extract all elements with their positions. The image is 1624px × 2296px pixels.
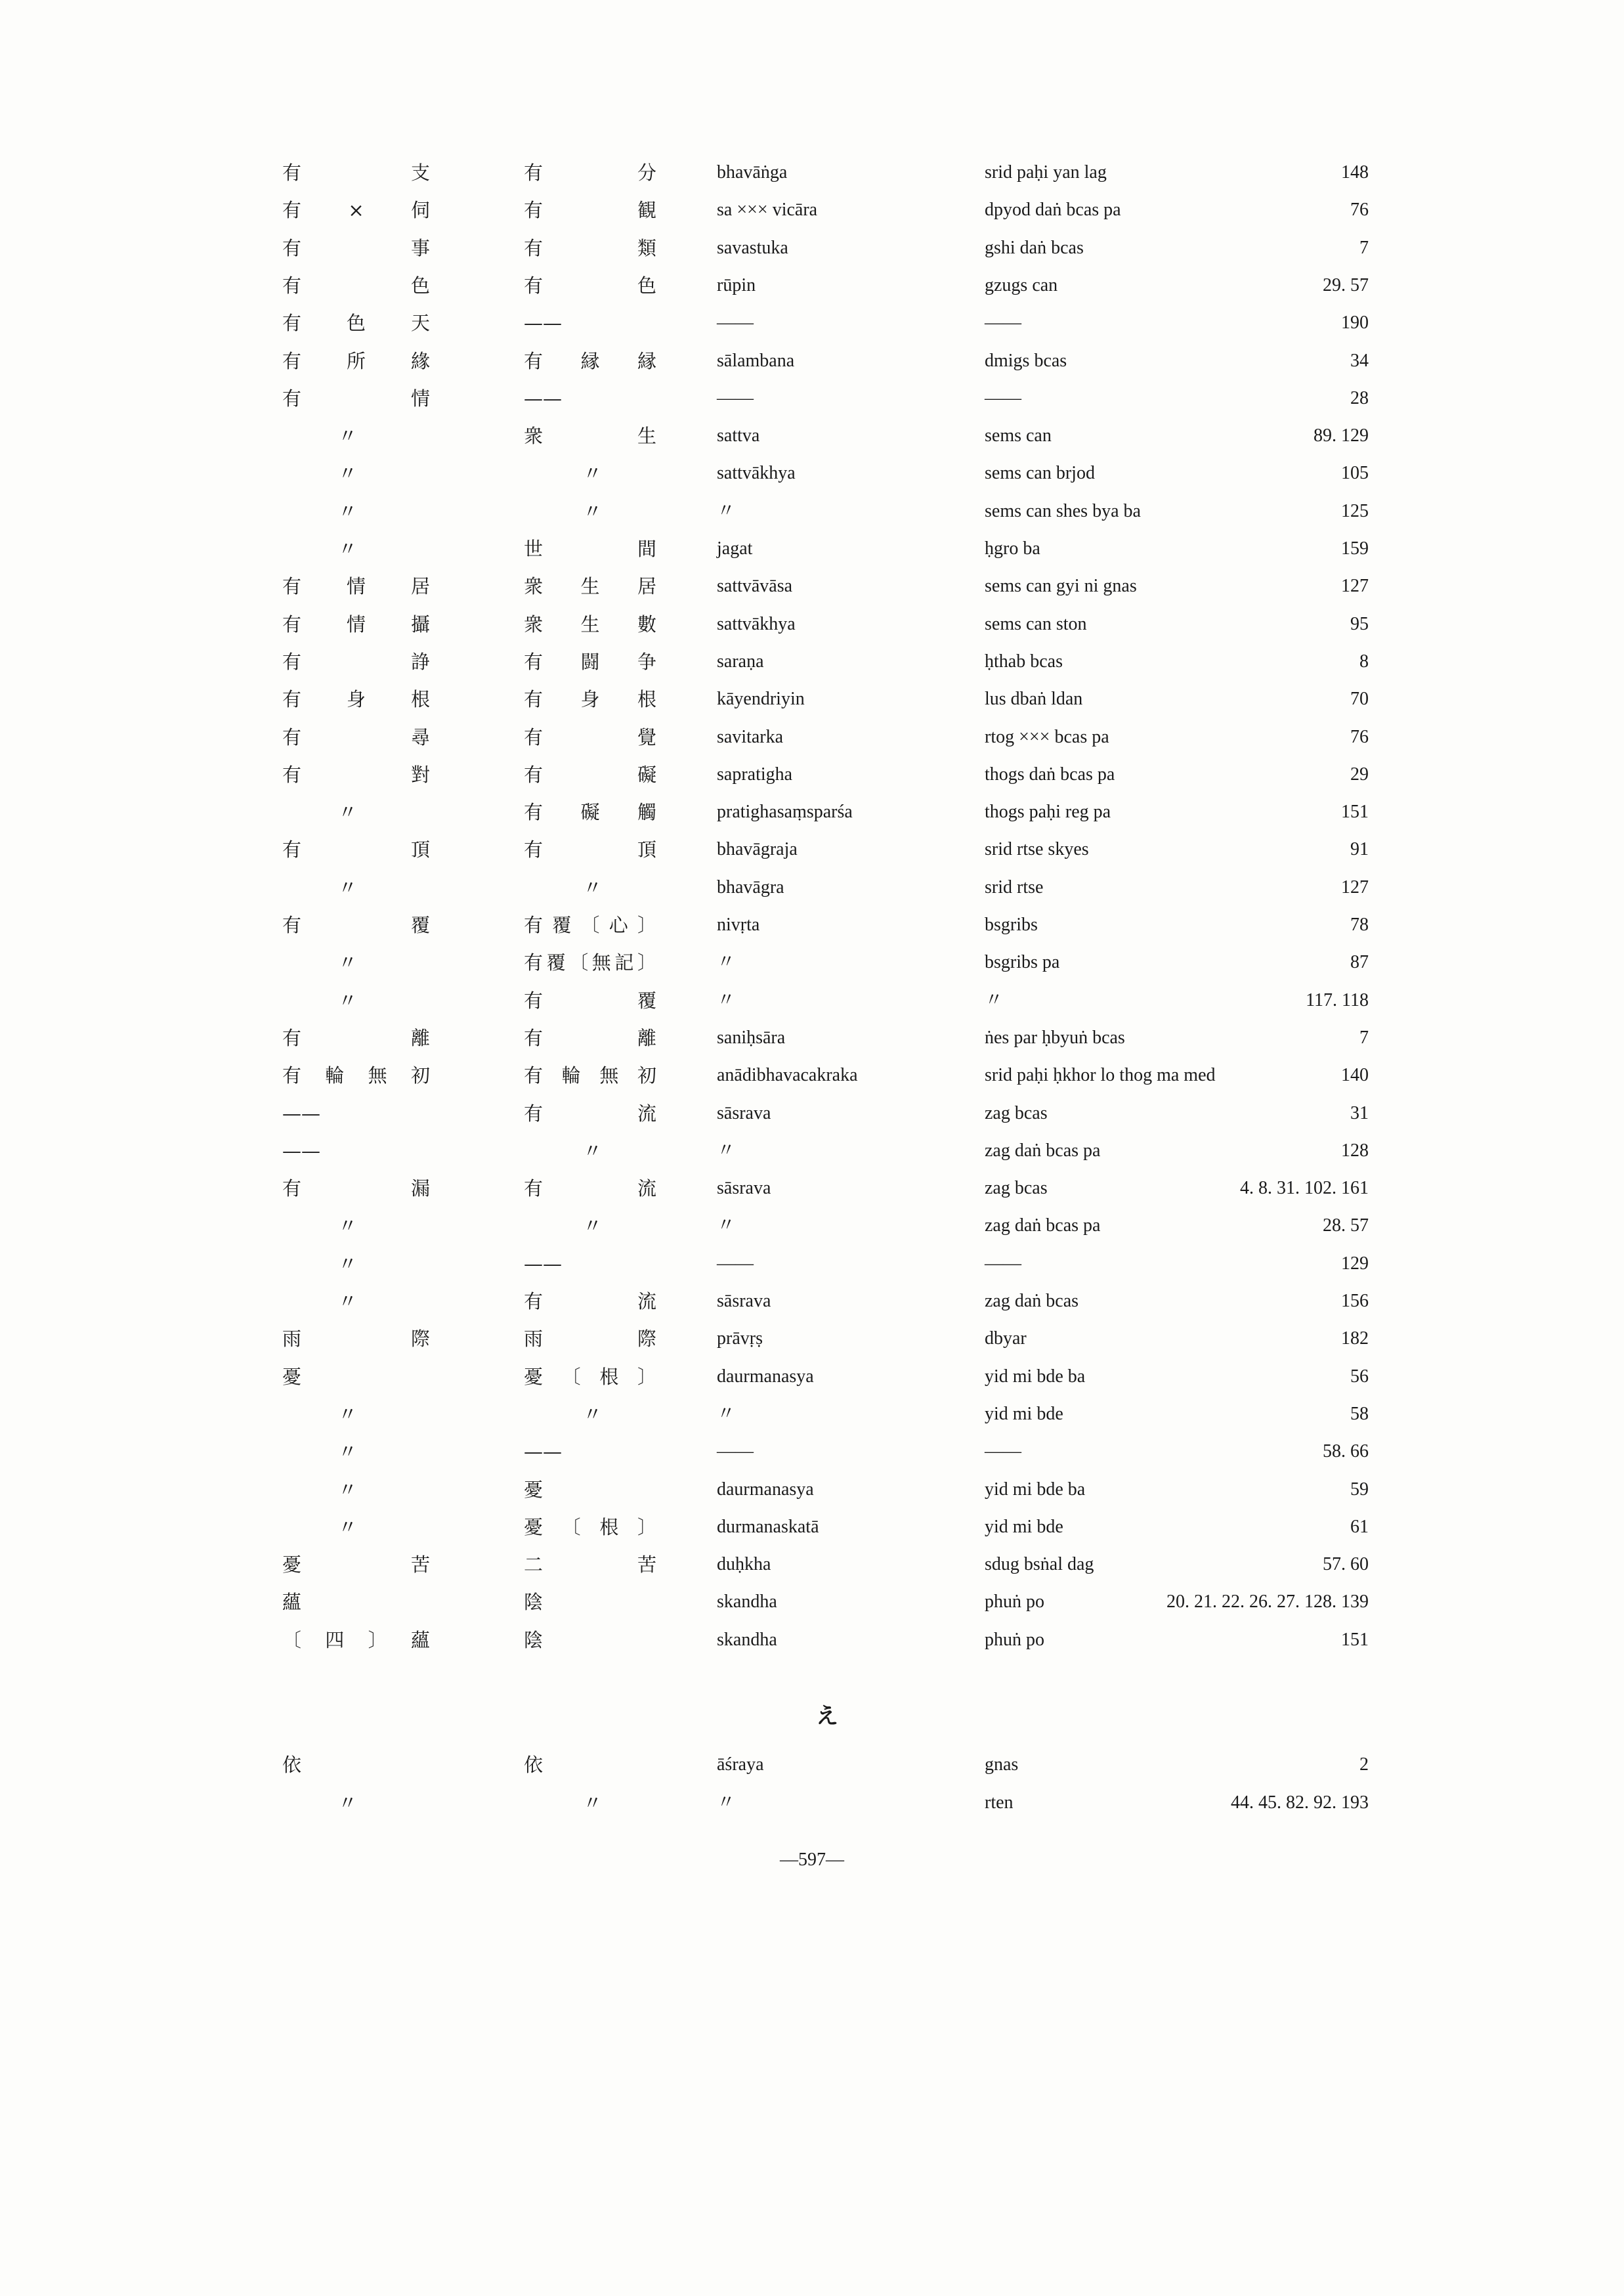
section-heading: え xyxy=(816,1703,838,1729)
chinese-term: 有離 xyxy=(524,1026,656,1049)
page-references: 78 xyxy=(1350,915,1369,935)
tibetan-term: zag daṅ bcas pa xyxy=(985,1215,1101,1236)
japanese-term: 有頂 xyxy=(282,838,430,861)
sanskrit-term: pratighasaṃsparśa xyxy=(717,802,853,823)
page-references: 156 xyxy=(1341,1291,1369,1311)
tibetan-term: zag bcas xyxy=(985,1178,1048,1199)
japanese-term: 有色天 xyxy=(282,312,430,335)
page-references: 70 xyxy=(1350,689,1369,710)
japanese-term: 〃 xyxy=(338,951,358,974)
page-references: 8 xyxy=(1359,651,1369,672)
tibetan-term: sems can shes bya ba xyxy=(985,500,1141,521)
tibetan-term: —— xyxy=(985,313,1021,334)
sanskrit-term: —— xyxy=(717,387,754,408)
chinese-term: 〃 xyxy=(583,462,603,485)
index-entry xyxy=(0,907,1624,943)
sanskrit-term: savitarka xyxy=(717,726,784,747)
japanese-term: 〃 xyxy=(338,1478,358,1501)
tibetan-term: srid rtse xyxy=(985,877,1044,898)
index-entry xyxy=(0,1785,1624,1821)
sanskrit-term: duḥkha xyxy=(717,1554,771,1575)
index-entry xyxy=(0,1170,1624,1207)
page-references: 2 xyxy=(1359,1754,1369,1775)
chinese-term: 衆生 xyxy=(524,425,656,448)
sanskrit-term: nivṛta xyxy=(717,915,760,935)
index-entry xyxy=(0,1358,1624,1395)
sanskrit-term: anādibhavacakraka xyxy=(717,1065,858,1086)
chinese-term: 陰 xyxy=(524,1628,544,1651)
chinese-term: 依 xyxy=(524,1754,544,1776)
sanskrit-term: sālambana xyxy=(717,350,795,371)
index-entry xyxy=(0,681,1624,718)
sanskrit-term: jagat xyxy=(717,538,753,559)
japanese-term: 〃 xyxy=(338,1515,358,1538)
japanese-term: 〃 xyxy=(338,538,358,560)
sanskrit-term: saraṇa xyxy=(717,651,764,672)
page-references: 127 xyxy=(1341,877,1369,898)
chinese-term: 有流 xyxy=(524,1102,656,1125)
page-references: 29 xyxy=(1350,764,1369,785)
sanskrit-term: —— xyxy=(717,1253,754,1274)
page-references: 140 xyxy=(1341,1065,1369,1086)
japanese-term: —— xyxy=(282,1139,320,1162)
sanskrit-term: prāvṛṣ xyxy=(717,1328,763,1349)
sanskrit-term: 〃 xyxy=(717,952,736,973)
chinese-term: 有礙 xyxy=(524,763,656,786)
page-references: 95 xyxy=(1350,613,1369,634)
japanese-term: 依 xyxy=(282,1754,302,1776)
index-entry xyxy=(0,1207,1624,1244)
japanese-term: 有支 xyxy=(282,162,430,184)
chinese-term: 有礙觸 xyxy=(524,801,656,824)
page-references: 76 xyxy=(1350,200,1369,221)
page-references: 58 xyxy=(1350,1403,1369,1424)
chinese-term: 有流 xyxy=(524,1290,656,1312)
japanese-term: 〃 xyxy=(338,989,358,1012)
page-references: 89. 129 xyxy=(1314,425,1369,446)
page-references: 125 xyxy=(1341,500,1369,521)
japanese-term: 〃 xyxy=(338,1215,358,1238)
japanese-term: 有情攝 xyxy=(282,613,430,636)
index-entry xyxy=(0,493,1624,530)
index-entry xyxy=(0,1057,1624,1094)
japanese-term: 〃 xyxy=(338,801,358,824)
sanskrit-term: 〃 xyxy=(717,1403,736,1424)
tibetan-term: phuṅ po xyxy=(985,1592,1044,1613)
page-references: 91 xyxy=(1350,839,1369,860)
index-entry xyxy=(0,831,1624,868)
page-references: 7 xyxy=(1359,1027,1369,1048)
tibetan-term: phuṅ po xyxy=(985,1629,1044,1650)
index-entry xyxy=(0,305,1624,341)
index-entry xyxy=(0,568,1624,605)
page-references: 20. 21. 22. 26. 27. 128. 139 xyxy=(1166,1592,1369,1613)
page-references: 87 xyxy=(1350,952,1369,973)
tibetan-term: ḥthab bcas xyxy=(985,651,1063,672)
index-entry xyxy=(0,719,1624,756)
chinese-term: —— xyxy=(524,312,562,335)
index-entry xyxy=(0,1133,1624,1169)
index-entry xyxy=(0,1396,1624,1433)
index-entry xyxy=(0,982,1624,1019)
tibetan-term: thogs paḥi reg pa xyxy=(985,802,1111,823)
sanskrit-term: skandha xyxy=(717,1592,777,1613)
tibetan-term: yid mi bde ba xyxy=(985,1479,1086,1500)
japanese-term: 蘊 xyxy=(282,1591,302,1614)
page-references: 159 xyxy=(1341,538,1369,559)
index-entry xyxy=(0,794,1624,831)
chinese-term: 有覆 xyxy=(524,989,656,1012)
page-references: 128 xyxy=(1341,1140,1369,1161)
chinese-term: —— xyxy=(524,1252,562,1275)
page-references: 34 xyxy=(1350,350,1369,371)
japanese-term: 有事 xyxy=(282,236,430,259)
index-entry xyxy=(0,1095,1624,1132)
japanese-term: 有覆 xyxy=(282,914,430,936)
index-entry xyxy=(0,606,1624,643)
chinese-term: 〃 xyxy=(583,1139,603,1162)
page-references: 31 xyxy=(1350,1102,1369,1123)
japanese-term: 有情居 xyxy=(282,575,430,598)
japanese-term: 有情 xyxy=(282,387,430,410)
index-entry xyxy=(0,1622,1624,1658)
sanskrit-term: rūpin xyxy=(717,274,756,295)
page-references: 59 xyxy=(1350,1479,1369,1500)
index-entry xyxy=(0,343,1624,379)
chinese-term: 〃 xyxy=(583,1402,603,1425)
index-entry xyxy=(0,1020,1624,1056)
index-entry xyxy=(0,1746,1624,1783)
tibetan-term: ḥgro ba xyxy=(985,538,1040,559)
sanskrit-term: 〃 xyxy=(717,1792,736,1813)
page-references: 182 xyxy=(1341,1328,1369,1349)
sanskrit-term: sapratigha xyxy=(717,764,793,785)
tibetan-term: 〃 xyxy=(985,989,1004,1010)
japanese-term: 〃 xyxy=(338,425,358,448)
sanskrit-term: bhavāgra xyxy=(717,877,784,898)
sanskrit-term: 〃 xyxy=(717,1140,736,1161)
page-references: 76 xyxy=(1350,726,1369,747)
chinese-term: 陰 xyxy=(524,1591,544,1614)
chinese-term: 有分 xyxy=(524,162,656,184)
tibetan-term: —— xyxy=(985,387,1021,408)
sanskrit-term: durmanaskatā xyxy=(717,1516,819,1537)
sanskrit-term: bhavāṅga xyxy=(717,162,788,183)
japanese-term: 有漏 xyxy=(282,1177,430,1200)
japanese-term: 有身根 xyxy=(282,688,430,711)
index-entry xyxy=(0,418,1624,454)
japanese-term: 〃 xyxy=(338,1290,358,1312)
japanese-term: 〃 xyxy=(338,1252,358,1275)
chinese-term: 有闘争 xyxy=(524,650,656,673)
page-references: 28 xyxy=(1350,387,1369,408)
chinese-term: 有縁縁 xyxy=(524,349,656,372)
page-number: —597— xyxy=(780,1850,844,1870)
sanskrit-term: daurmanasya xyxy=(717,1479,814,1500)
tibetan-term: srid paḥi ḥkhor lo thog ma med xyxy=(985,1065,1216,1086)
tibetan-term: sems can gyi ni gnas xyxy=(985,576,1137,597)
page-references: 7 xyxy=(1359,237,1369,258)
tibetan-term: zag bcas xyxy=(985,1102,1048,1123)
tibetan-term: sems can brjod xyxy=(985,463,1095,484)
sanskrit-term: sattvākhya xyxy=(717,613,796,634)
tibetan-term: sdug bsṅal dag xyxy=(985,1554,1094,1575)
index-entry xyxy=(0,455,1624,492)
chinese-term: 有頂 xyxy=(524,838,656,861)
sanskrit-term: savastuka xyxy=(717,237,788,258)
index-entry xyxy=(0,643,1624,680)
page-references: 44. 45. 82. 92. 193 xyxy=(1231,1792,1369,1813)
sanskrit-term: sāsrava xyxy=(717,1102,771,1123)
sanskrit-term: bhavāgraja xyxy=(717,839,798,860)
page-references: 151 xyxy=(1341,802,1369,823)
page-references: 61 xyxy=(1350,1516,1369,1537)
chinese-term: 世間 xyxy=(524,538,656,560)
sanskrit-term: sa ××× vicāra xyxy=(717,200,818,221)
page-references: 57. 60 xyxy=(1323,1554,1369,1575)
page-references: 117. 118 xyxy=(1306,989,1369,1010)
tibetan-term: bsgribs pa xyxy=(985,952,1060,973)
tibetan-term: srid rtse skyes xyxy=(985,839,1089,860)
index-entry xyxy=(0,267,1624,304)
japanese-term: 有離 xyxy=(282,1026,430,1049)
chinese-term: 有身根 xyxy=(524,688,656,711)
tibetan-term: ṅes par ḥbyuṅ bcas xyxy=(985,1027,1125,1048)
sanskrit-term: āśraya xyxy=(717,1754,764,1775)
japanese-term: 〃 xyxy=(338,1792,358,1814)
index-entry xyxy=(0,756,1624,793)
sanskrit-term: daurmanasya xyxy=(717,1366,814,1387)
tibetan-term: zag daṅ bcas xyxy=(985,1291,1079,1311)
page-references: 4. 8. 31. 102. 161 xyxy=(1240,1178,1369,1199)
tibetan-term: gshi daṅ bcas xyxy=(985,237,1084,258)
sanskrit-term: sattvākhya xyxy=(717,463,796,484)
index-entry xyxy=(0,1320,1624,1357)
chinese-term: 憂〔根〕 xyxy=(524,1365,656,1388)
sanskrit-term: sāsrava xyxy=(717,1178,771,1199)
sanskrit-term: skandha xyxy=(717,1629,777,1650)
index-entry xyxy=(0,192,1624,228)
page-references: 28. 57 xyxy=(1323,1215,1369,1236)
tibetan-term: rtog ××× bcas pa xyxy=(985,726,1109,747)
index-entry xyxy=(0,154,1624,191)
chinese-term: 有流 xyxy=(524,1177,656,1200)
tibetan-term: —— xyxy=(985,1441,1021,1462)
sanskrit-term: kāyendriyin xyxy=(717,689,805,710)
tibetan-term: gzugs can xyxy=(985,274,1058,295)
chinese-term: —— xyxy=(524,387,562,410)
index-entry xyxy=(0,944,1624,981)
tibetan-term: yid mi bde xyxy=(985,1403,1063,1424)
chinese-term: 有覆〔心〕 xyxy=(524,914,656,936)
chinese-term: 有類 xyxy=(524,236,656,259)
index-entry xyxy=(0,230,1624,267)
chinese-term: 雨際 xyxy=(524,1328,656,1351)
sanskrit-term: sattva xyxy=(717,425,760,446)
japanese-term: 〔四〕蘊 xyxy=(282,1628,430,1651)
sanskrit-term: —— xyxy=(717,1441,754,1462)
tibetan-term: yid mi bde ba xyxy=(985,1366,1086,1387)
page-references: 190 xyxy=(1341,313,1369,334)
tibetan-term: dbyar xyxy=(985,1328,1027,1349)
chinese-term: 有覆〔無記〕 xyxy=(524,951,656,974)
tibetan-term: gnas xyxy=(985,1754,1019,1775)
japanese-term: 有×伺 xyxy=(282,199,430,222)
japanese-term: 有所緣 xyxy=(282,349,430,372)
index-entry xyxy=(0,869,1624,906)
tibetan-term: dpyod daṅ bcas pa xyxy=(985,200,1121,221)
chinese-term: 有輪無初 xyxy=(524,1064,656,1087)
chinese-term: 憂 xyxy=(524,1478,544,1501)
japanese-term: 憂 xyxy=(282,1365,302,1388)
sanskrit-term: 〃 xyxy=(717,989,736,1010)
index-entry xyxy=(0,380,1624,417)
tibetan-term: srid paḥi yan lag xyxy=(985,162,1107,183)
page-references: 58. 66 xyxy=(1323,1441,1369,1462)
japanese-term: 有輪無初 xyxy=(282,1064,430,1087)
japanese-term: 〃 xyxy=(338,462,358,485)
chinese-term: 〃 xyxy=(583,1215,603,1238)
chinese-term: —— xyxy=(524,1440,562,1463)
chinese-term: 二苦 xyxy=(524,1553,656,1576)
page-references: 56 xyxy=(1350,1366,1369,1387)
tibetan-term: zag daṅ bcas pa xyxy=(985,1140,1101,1161)
page-references: 105 xyxy=(1341,463,1369,484)
japanese-term: 有色 xyxy=(282,274,430,297)
japanese-term: 有對 xyxy=(282,763,430,786)
japanese-term: 〃 xyxy=(338,500,358,523)
tibetan-term: rten xyxy=(985,1792,1014,1813)
page-references: 148 xyxy=(1341,162,1369,183)
japanese-term: 〃 xyxy=(338,876,358,899)
index-entry xyxy=(0,1433,1624,1470)
index-entry xyxy=(0,1283,1624,1320)
chinese-term: 有観 xyxy=(524,199,656,222)
japanese-term: 〃 xyxy=(338,1402,358,1425)
chinese-term: 〃 xyxy=(583,1792,603,1814)
japanese-term: 有諍 xyxy=(282,650,430,673)
chinese-term: 有覺 xyxy=(524,726,656,748)
page-references: 129 xyxy=(1341,1253,1369,1274)
japanese-term: 雨際 xyxy=(282,1328,430,1351)
tibetan-term: dmigs bcas xyxy=(985,350,1067,371)
page-references: 127 xyxy=(1341,576,1369,597)
chinese-term: 〃 xyxy=(583,876,603,899)
sanskrit-term: 〃 xyxy=(717,500,736,521)
chinese-term: 有色 xyxy=(524,274,656,297)
sanskrit-term: saniḥsāra xyxy=(717,1027,786,1048)
tibetan-term: thogs daṅ bcas pa xyxy=(985,764,1115,785)
sanskrit-term: —— xyxy=(717,313,754,334)
tibetan-term: sems can ston xyxy=(985,613,1087,634)
tibetan-term: lus dbaṅ ldan xyxy=(985,689,1083,710)
index-entry xyxy=(0,1471,1624,1508)
japanese-term: 憂苦 xyxy=(282,1553,430,1576)
chinese-term: 憂〔根〕 xyxy=(524,1515,656,1538)
japanese-term: 〃 xyxy=(338,1440,358,1463)
japanese-term: —— xyxy=(282,1102,320,1125)
index-entry xyxy=(0,1584,1624,1620)
tibetan-term: sems can xyxy=(985,425,1052,446)
index-entry xyxy=(0,1509,1624,1546)
sanskrit-term: 〃 xyxy=(717,1215,736,1236)
tibetan-term: yid mi bde xyxy=(985,1516,1063,1537)
index-entry xyxy=(0,531,1624,567)
page-references: 151 xyxy=(1341,1629,1369,1650)
japanese-term: 有尋 xyxy=(282,726,430,748)
tibetan-term: —— xyxy=(985,1253,1021,1274)
tibetan-term: bsgribs xyxy=(985,915,1038,935)
index-entry xyxy=(0,1546,1624,1583)
chinese-term: 衆生數 xyxy=(524,613,656,636)
index-entry xyxy=(0,1245,1624,1282)
sanskrit-term: sāsrava xyxy=(717,1291,771,1311)
sanskrit-term: sattvāvāsa xyxy=(717,576,793,597)
chinese-term: 〃 xyxy=(583,500,603,523)
chinese-term: 衆生居 xyxy=(524,575,656,598)
page-references: 29. 57 xyxy=(1323,274,1369,295)
